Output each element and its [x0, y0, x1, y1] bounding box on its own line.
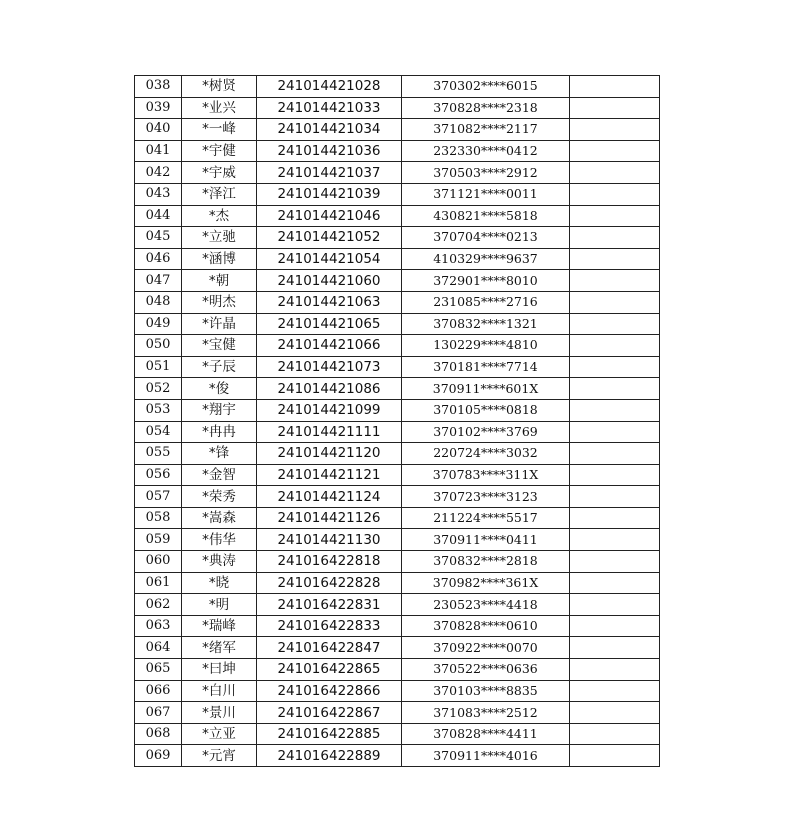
cell-number: 062: [135, 594, 182, 616]
table-row: [135, 551, 660, 573]
cell-id-number: 370832****2818: [402, 551, 570, 573]
table-row: [135, 162, 660, 184]
cell-name: *明: [182, 594, 257, 616]
table-row: [135, 659, 660, 681]
cell-name: *嵩森: [182, 507, 257, 529]
cell-name: *树贤: [182, 76, 257, 98]
cell-id-number: 370828****0610: [402, 615, 570, 637]
cell-remark: [570, 594, 660, 616]
cell-remark: [570, 356, 660, 378]
cell-remark: [570, 97, 660, 119]
cell-remark: [570, 399, 660, 421]
cell-name: *绪军: [182, 637, 257, 659]
cell-student-id: 241014421130: [257, 529, 402, 551]
cell-student-id: 241014421060: [257, 270, 402, 292]
table-row: [135, 702, 660, 724]
cell-name: *俊: [182, 378, 257, 400]
cell-name: *白川: [182, 680, 257, 702]
cell-name: *翔宇: [182, 399, 257, 421]
cell-name: *宇威: [182, 162, 257, 184]
cell-number: 053: [135, 399, 182, 421]
cell-student-id: 241014421037: [257, 162, 402, 184]
cell-id-number: 211224****5517: [402, 507, 570, 529]
cell-student-id: 241014421052: [257, 227, 402, 249]
cell-remark: [570, 248, 660, 270]
cell-student-id: 241014421124: [257, 486, 402, 508]
cell-student-id: 241016422865: [257, 659, 402, 681]
cell-id-number: 410329****9637: [402, 248, 570, 270]
table-row: [135, 378, 660, 400]
cell-name: *立驰: [182, 227, 257, 249]
table-row: [135, 486, 660, 508]
cell-remark: [570, 464, 660, 486]
cell-student-id: 241014421028: [257, 76, 402, 98]
table-row: [135, 464, 660, 486]
cell-name: *典涛: [182, 551, 257, 573]
cell-student-id: 241014421034: [257, 119, 402, 141]
cell-number: 063: [135, 615, 182, 637]
table-row: [135, 205, 660, 227]
table-row: [135, 745, 660, 767]
table-row: [135, 399, 660, 421]
table-row: [135, 615, 660, 637]
cell-number: 052: [135, 378, 182, 400]
cell-name: *一峰: [182, 119, 257, 141]
student-list-table: [134, 75, 660, 767]
cell-name: *涵博: [182, 248, 257, 270]
cell-id-number: 370704****0213: [402, 227, 570, 249]
cell-name: *朝: [182, 270, 257, 292]
cell-remark: [570, 421, 660, 443]
cell-number: 042: [135, 162, 182, 184]
cell-name: *曰坤: [182, 659, 257, 681]
cell-name: *金智: [182, 464, 257, 486]
cell-remark: [570, 270, 660, 292]
cell-remark: [570, 183, 660, 205]
table-row: [135, 594, 660, 616]
cell-student-id: 241016422885: [257, 723, 402, 745]
cell-student-id: 241016422866: [257, 680, 402, 702]
cell-name: *晓: [182, 572, 257, 594]
cell-number: 055: [135, 443, 182, 465]
cell-number: 064: [135, 637, 182, 659]
table-row: [135, 529, 660, 551]
cell-remark: [570, 680, 660, 702]
cell-remark: [570, 162, 660, 184]
cell-name: *立亚: [182, 723, 257, 745]
cell-name: *明杰: [182, 291, 257, 313]
table-row: [135, 335, 660, 357]
cell-student-id: 241014421039: [257, 183, 402, 205]
cell-number: 065: [135, 659, 182, 681]
cell-student-id: 241014421065: [257, 313, 402, 335]
cell-name: *景川: [182, 702, 257, 724]
cell-number: 046: [135, 248, 182, 270]
cell-remark: [570, 615, 660, 637]
table-row: [135, 119, 660, 141]
cell-number: 051: [135, 356, 182, 378]
cell-number: 058: [135, 507, 182, 529]
table-row: [135, 140, 660, 162]
cell-student-id: 241014421063: [257, 291, 402, 313]
cell-name: *锋: [182, 443, 257, 465]
cell-student-id: 241016422889: [257, 745, 402, 767]
cell-id-number: 130229****4810: [402, 335, 570, 357]
cell-name: *瑞峰: [182, 615, 257, 637]
cell-id-number: 370922****0070: [402, 637, 570, 659]
cell-student-id: 241016422818: [257, 551, 402, 573]
cell-id-number: 372901****8010: [402, 270, 570, 292]
cell-id-number: 370911****4016: [402, 745, 570, 767]
cell-number: 056: [135, 464, 182, 486]
cell-id-number: 370828****2318: [402, 97, 570, 119]
table-row: [135, 248, 660, 270]
table-row: [135, 97, 660, 119]
cell-student-id: 241014421066: [257, 335, 402, 357]
cell-id-number: 370911****0411: [402, 529, 570, 551]
cell-name: *元宵: [182, 745, 257, 767]
cell-name: *泽江: [182, 183, 257, 205]
cell-id-number: 371082****2117: [402, 119, 570, 141]
cell-name: *冉冉: [182, 421, 257, 443]
table-row: [135, 313, 660, 335]
cell-remark: [570, 745, 660, 767]
cell-number: 044: [135, 205, 182, 227]
cell-id-number: 430821****5818: [402, 205, 570, 227]
cell-student-id: 241016422831: [257, 594, 402, 616]
cell-name: *伟华: [182, 529, 257, 551]
cell-remark: [570, 551, 660, 573]
table-row: [135, 723, 660, 745]
cell-id-number: 370503****2912: [402, 162, 570, 184]
cell-remark: [570, 119, 660, 141]
cell-name: *杰: [182, 205, 257, 227]
cell-remark: [570, 313, 660, 335]
table-row: [135, 421, 660, 443]
cell-remark: [570, 335, 660, 357]
cell-remark: [570, 227, 660, 249]
table-row: [135, 227, 660, 249]
table-row: [135, 291, 660, 313]
cell-student-id: 241016422847: [257, 637, 402, 659]
cell-id-number: 370828****4411: [402, 723, 570, 745]
cell-id-number: 232330****0412: [402, 140, 570, 162]
cell-remark: [570, 205, 660, 227]
cell-name: *业兴: [182, 97, 257, 119]
cell-number: 054: [135, 421, 182, 443]
cell-number: 047: [135, 270, 182, 292]
cell-id-number: 230523****4418: [402, 594, 570, 616]
cell-remark: [570, 443, 660, 465]
cell-id-number: 231085****2716: [402, 291, 570, 313]
cell-number: 045: [135, 227, 182, 249]
cell-number: 038: [135, 76, 182, 98]
cell-id-number: 370105****0818: [402, 399, 570, 421]
cell-student-id: 241014421121: [257, 464, 402, 486]
cell-id-number: 370302****6015: [402, 76, 570, 98]
cell-id-number: 370102****3769: [402, 421, 570, 443]
cell-remark: [570, 486, 660, 508]
cell-student-id: 241014421120: [257, 443, 402, 465]
cell-id-number: 370783****311X: [402, 464, 570, 486]
cell-student-id: 241014421126: [257, 507, 402, 529]
cell-number: 067: [135, 702, 182, 724]
cell-student-id: 241014421054: [257, 248, 402, 270]
table-row: [135, 356, 660, 378]
table-row: [135, 183, 660, 205]
cell-number: 040: [135, 119, 182, 141]
cell-remark: [570, 529, 660, 551]
cell-id-number: 371083****2512: [402, 702, 570, 724]
cell-id-number: 370911****601X: [402, 378, 570, 400]
cell-number: 061: [135, 572, 182, 594]
cell-student-id: 241014421086: [257, 378, 402, 400]
cell-id-number: 370181****7714: [402, 356, 570, 378]
cell-remark: [570, 702, 660, 724]
cell-id-number: 220724****3032: [402, 443, 570, 465]
cell-remark: [570, 637, 660, 659]
cell-student-id: 241014421046: [257, 205, 402, 227]
table-row: [135, 443, 660, 465]
cell-number: 049: [135, 313, 182, 335]
cell-student-id: 241014421073: [257, 356, 402, 378]
cell-number: 060: [135, 551, 182, 573]
cell-id-number: 370103****8835: [402, 680, 570, 702]
cell-number: 043: [135, 183, 182, 205]
cell-remark: [570, 507, 660, 529]
cell-number: 069: [135, 745, 182, 767]
cell-name: *宝健: [182, 335, 257, 357]
cell-id-number: 370723****3123: [402, 486, 570, 508]
cell-student-id: 241014421033: [257, 97, 402, 119]
cell-remark: [570, 659, 660, 681]
cell-number: 050: [135, 335, 182, 357]
table-row: [135, 76, 660, 98]
cell-number: 066: [135, 680, 182, 702]
cell-id-number: 371121****0011: [402, 183, 570, 205]
cell-remark: [570, 723, 660, 745]
cell-student-id: 241014421111: [257, 421, 402, 443]
table-row: [135, 637, 660, 659]
cell-number: 041: [135, 140, 182, 162]
cell-name: *宇健: [182, 140, 257, 162]
cell-student-id: 241016422833: [257, 615, 402, 637]
table-row: [135, 507, 660, 529]
cell-remark: [570, 76, 660, 98]
table-row: [135, 270, 660, 292]
cell-number: 059: [135, 529, 182, 551]
table-row: [135, 572, 660, 594]
cell-id-number: 370832****1321: [402, 313, 570, 335]
cell-remark: [570, 572, 660, 594]
cell-name: *许晶: [182, 313, 257, 335]
table-body: [135, 76, 660, 767]
cell-number: 057: [135, 486, 182, 508]
cell-number: 039: [135, 97, 182, 119]
cell-remark: [570, 378, 660, 400]
cell-student-id: 241016422867: [257, 702, 402, 724]
cell-name: *子辰: [182, 356, 257, 378]
cell-number: 068: [135, 723, 182, 745]
cell-student-id: 241014421036: [257, 140, 402, 162]
cell-remark: [570, 140, 660, 162]
cell-student-id: 241014421099: [257, 399, 402, 421]
cell-number: 048: [135, 291, 182, 313]
cell-remark: [570, 291, 660, 313]
cell-id-number: 370982****361X: [402, 572, 570, 594]
cell-student-id: 241016422828: [257, 572, 402, 594]
table-row: [135, 680, 660, 702]
cell-name: *荣秀: [182, 486, 257, 508]
cell-id-number: 370522****0636: [402, 659, 570, 681]
